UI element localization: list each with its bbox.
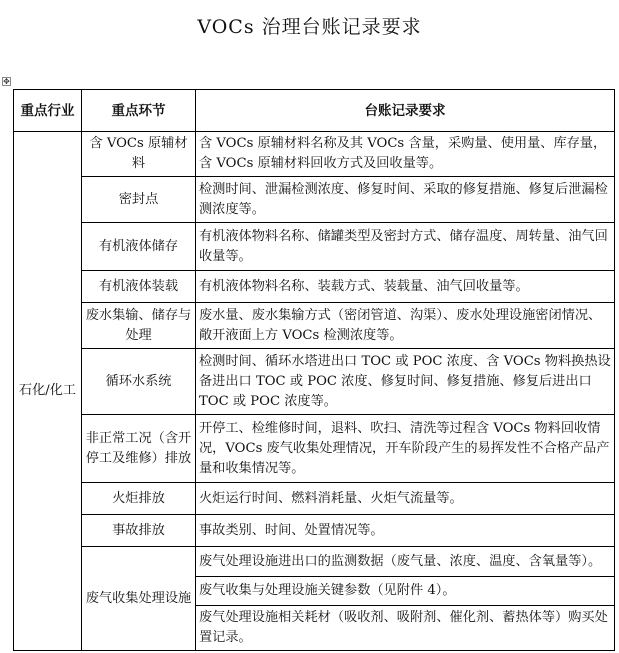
table-row [14,547,615,577]
table-row [14,515,615,547]
table-row [14,177,615,223]
step-cell: 非正常工况（含开停工及维修）排放 [82,415,196,483]
requirement-cell: 废水量、废水集输方式（密闭管道、沟渠）、废水处理设施密闭情况、敞开液面上方 VOCs 检测浓度等。 [196,303,615,349]
requirement-cell: 事故类别、时间、处置情况等。 [196,515,615,547]
step-cell: 含 VOCs 原辅材料 [82,132,196,177]
table-row [14,303,615,349]
table-row [14,223,615,271]
document-title: VOCs 治理台账记录要求 [197,16,422,38]
table-row [14,271,615,303]
step-cell: 废气收集处理设施 [82,547,196,651]
header-requirement: 台账记录要求 [196,90,615,132]
requirement-cell: 有机液体物料名称、储罐类型及密封方式、储存温度、周转量、油气回收量等。 [196,223,615,271]
table-row [14,349,615,415]
requirement-cell: 检测时间、泄漏检测浓度、修复时间、采取的修复措施、修复后泄漏检测浓度等。 [196,177,615,223]
industry-cell: 石化/化工 [14,132,82,651]
step-cell: 有机液体储存 [82,223,196,271]
table-row [14,415,615,483]
requirement-cell: 火炬运行时间、燃料消耗量、火炬气流量等。 [196,483,615,515]
step-cell: 密封点 [82,177,196,223]
table-header-row [14,90,615,132]
header-step: 重点环节 [82,90,196,132]
step-cell: 循环水系统 [82,349,196,415]
table-row [14,483,615,515]
requirement-cell: 开停工、检维修时间，退料、吹扫、清洗等过程含 VOCs 物料回收情况，VOCs 废气收集处理情况，开车阶段产生的易挥发性不合格产品产量和收集情况等。 [196,415,615,483]
step-cell: 火炬排放 [82,483,196,515]
step-cell: 事故排放 [82,515,196,547]
requirement-cell: 有机液体物料名称、装载方式、装载量、油气回收量等。 [196,271,615,303]
requirement-cell: 废气收集与处理设施关键参数（见附件 4）。 [196,577,615,606]
requirement-cell: 废气处理设施进出口的监测数据（废气量、浓度、温度、含氧量等）。 [196,547,615,577]
table-row [14,132,615,177]
step-cell: 有机液体装载 [82,271,196,303]
requirement-cell: 检测时间、循环水塔进出口 TOC 或 POC 浓度、含 VOCs 物料换热设备进出口 TOC 或 POC 浓度、修复时间、修复措施、修复后进出口 TOC 或 POC 浓度等。 [196,349,615,415]
requirement-cell: 含 VOCs 原辅材料名称及其 VOCs 含量，采购量、使用量、库存量，含 VOCs 原辅材料回收方式及回收量等。 [196,132,615,177]
table-move-handle-icon[interactable]: ✥ [3,76,10,86]
header-industry: 重点行业 [14,90,82,132]
step-cell: 废水集输、储存与处理 [82,303,196,349]
requirement-cell: 废气处理设施相关耗材（吸收剂、吸附剂、催化剂、蓄热体等）购买处置记录。 [196,606,615,651]
voc-ledger-table [13,89,615,651]
